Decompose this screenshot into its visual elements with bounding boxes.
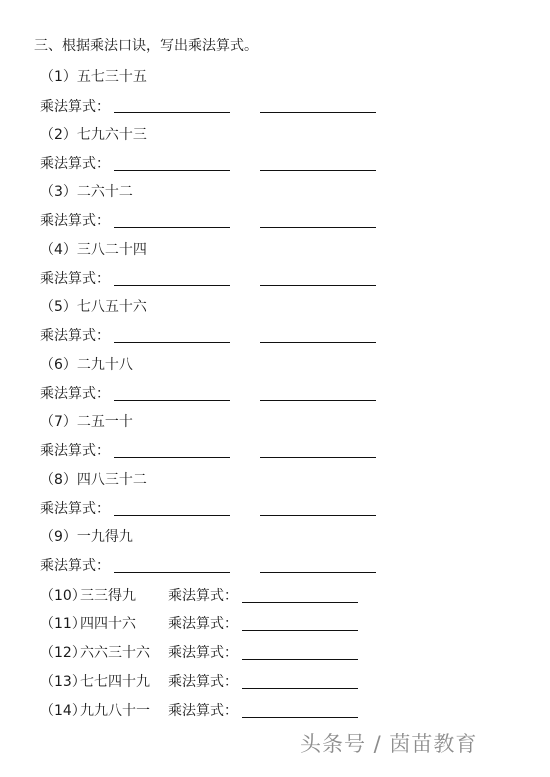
item-number: （6） [40, 357, 77, 373]
item-number: （10） [40, 588, 86, 604]
item-number: （9） [40, 529, 77, 545]
item-5-formula-label: 乘法算式： [40, 328, 110, 344]
item-rhyme: 二九十八 [76, 357, 133, 373]
answer-blank[interactable] [242, 602, 358, 603]
item-rhyme: 四四十六 [80, 616, 136, 632]
answer-blank[interactable] [114, 400, 230, 401]
item-number: （1） [40, 69, 77, 85]
item-rhyme: 二五一十 [76, 414, 133, 430]
item-number: （14） [40, 703, 86, 719]
answer-blank[interactable] [260, 112, 376, 113]
item-rhyme: 二六十二 [76, 184, 133, 200]
item-number: （12） [40, 645, 86, 661]
section-title: 三、根据乘法口诀，写出乘法算式。 [34, 38, 258, 54]
answer-blank[interactable] [260, 572, 376, 573]
item-3-rhyme [40, 182, 133, 202]
answer-blank[interactable] [242, 659, 358, 660]
item-1-rhyme [40, 67, 147, 87]
item-7-formula-label: 乘法算式： [40, 443, 110, 459]
item-number: （3） [40, 184, 77, 200]
formula-label: 乘法算式： [168, 616, 238, 632]
item-number: （7） [40, 414, 77, 430]
item-1-formula-label: 乘法算式： [40, 99, 110, 115]
answer-blank[interactable] [114, 112, 230, 113]
item-number: （4） [40, 242, 77, 258]
answer-blank[interactable] [114, 227, 230, 228]
item-rhyme: 七七四十九 [80, 674, 150, 690]
answer-blank[interactable] [114, 572, 230, 573]
answer-blank[interactable] [260, 342, 376, 343]
item-number: （8） [40, 472, 77, 488]
item-9-formula-label: 乘法算式： [40, 558, 110, 574]
item-8-rhyme [40, 470, 147, 490]
formula-label: 乘法算式： [168, 674, 238, 690]
watermark-text: 头条号 / 茵苗教育 [300, 732, 478, 756]
item-7-rhyme [40, 412, 133, 432]
formula-label: 乘法算式： [168, 703, 238, 719]
item-8-formula-label: 乘法算式： [40, 501, 110, 517]
item-rhyme: 一九得九 [76, 529, 133, 545]
item-5-rhyme [40, 297, 147, 317]
item-rhyme: 三三得九 [80, 588, 136, 604]
item-number: （5） [40, 299, 77, 315]
answer-blank[interactable] [260, 400, 376, 401]
item-rhyme: 七九六十三 [76, 127, 147, 143]
item-4-formula-label: 乘法算式： [40, 271, 110, 287]
item-rhyme: 六六三十六 [80, 645, 150, 661]
item-number: （11） [40, 616, 86, 632]
answer-blank[interactable] [114, 457, 230, 458]
item-9-rhyme [40, 527, 133, 547]
answer-blank[interactable] [260, 227, 376, 228]
item-6-rhyme [40, 355, 133, 375]
item-rhyme: 四八三十二 [76, 472, 147, 488]
item-2-formula-label: 乘法算式： [40, 156, 110, 172]
item-4-rhyme [40, 240, 147, 260]
answer-blank[interactable] [242, 630, 358, 631]
item-rhyme: 七八五十六 [76, 299, 147, 315]
answer-blank[interactable] [114, 285, 230, 286]
item-rhyme: 三八二十四 [76, 242, 147, 258]
formula-label: 乘法算式： [168, 588, 238, 604]
item-6-formula-label: 乘法算式： [40, 386, 110, 402]
answer-blank[interactable] [114, 342, 230, 343]
answer-blank[interactable] [242, 717, 358, 718]
answer-blank[interactable] [260, 285, 376, 286]
answer-blank[interactable] [114, 170, 230, 171]
answer-blank[interactable] [260, 515, 376, 516]
item-rhyme: 五七三十五 [76, 69, 147, 85]
answer-blank[interactable] [114, 515, 230, 516]
item-3-formula-label: 乘法算式： [40, 213, 110, 229]
item-rhyme: 九九八十一 [80, 703, 150, 719]
answer-blank[interactable] [260, 170, 376, 171]
item-2-rhyme [40, 125, 147, 145]
item-number: （2） [40, 127, 77, 143]
answer-blank[interactable] [242, 688, 358, 689]
formula-label: 乘法算式： [168, 645, 238, 661]
answer-blank[interactable] [260, 457, 376, 458]
item-number: （13） [40, 674, 86, 690]
